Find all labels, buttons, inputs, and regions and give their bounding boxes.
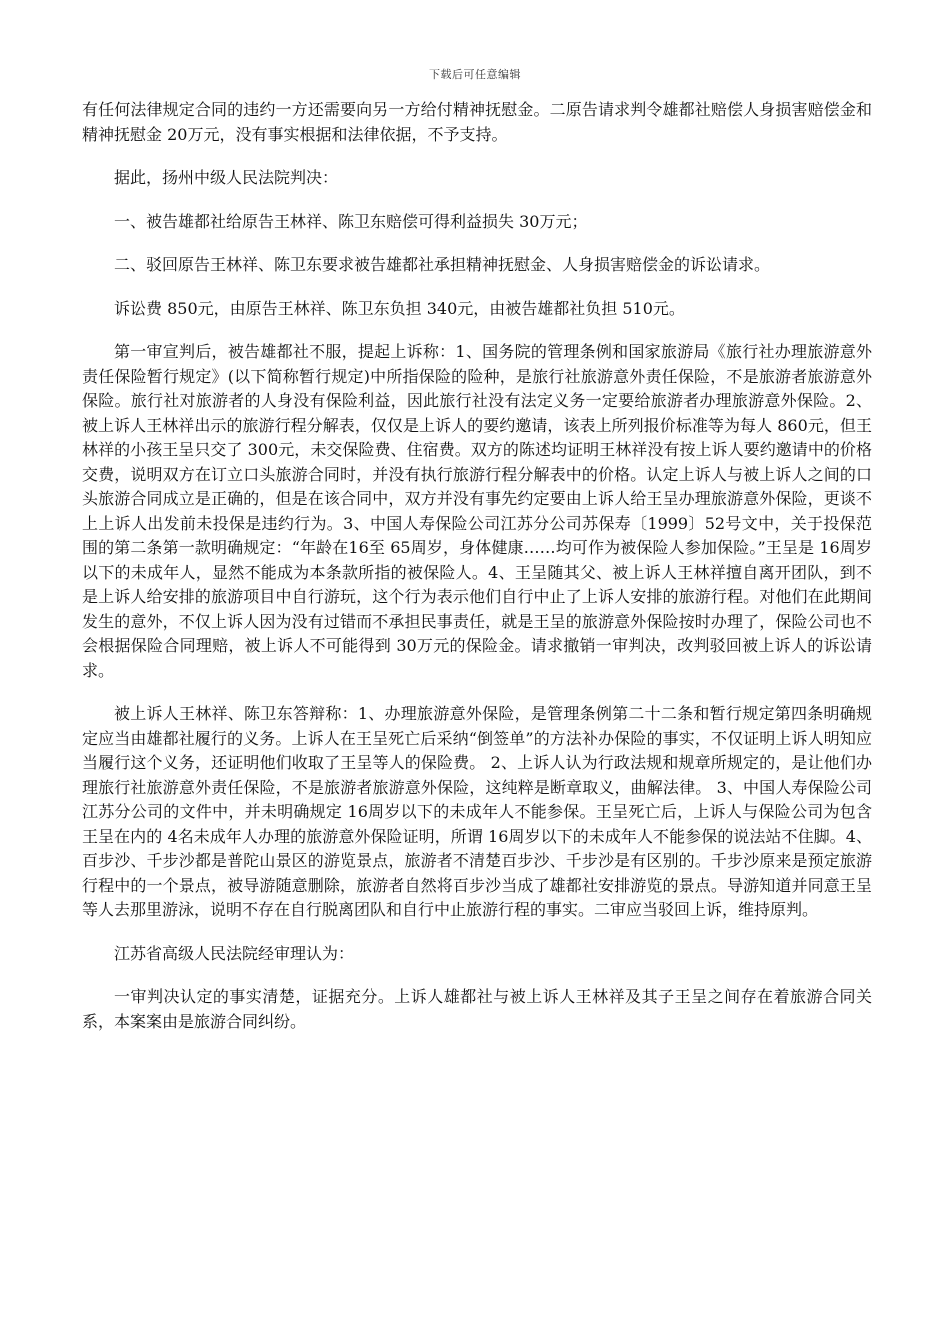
paragraph-continuation: 有任何法律规定合同的违约一方还需要向另一方给付精神抚慰金。二原告请求判令雄都社赔偿人身损害赔偿金和精神抚慰金 20万元，没有事实根据和法律依据，不予支持。 — [82, 100, 872, 144]
paragraph-defense: 被上诉人王林祥、陈卫东答辩称：1、办理旅游意外保险，是管理条例第二十二条和暂行规定第四条明确规定应当由雄都社履行的义务。上诉人在王呈死亡后采纳“倒签单”的方法补办保险的事实，不仅证明上诉人明知应当履行这个义务，还证明他们收取了王呈等人的保险费。 2、上诉人认为行政法规和规章所规定的，是让他们办理旅行社旅游意外责任保险，不是旅游者旅游意外保险，这纯粹是断章取义，曲解法律。 3、中国人寿保险公司江苏分公司的文件中，并未明确规定 16周岁以下的未成年人不能参保。王呈死亡后，上诉人与保险公司为包含王呈在内的 4名未成年人办理的旅游意外保险证明，所谓 16周岁以下的未成年人不能参保的说法站不住脚。4、百步沙、千步沙都是普陀山景区的游览景点，旅游者不清楚百步沙、千步沙是有区别的。千步沙原来是预定旅游行程中的一个景点，被导游随意删除，旅游者自然将百步沙当成了雄都社安排游览的景点。导游知道并同意王呈等人去那里游泳，说明不存在自行脱离团队和自行中止旅游行程的事实。二审应当驳回上诉，维持原判。 — [82, 704, 872, 919]
paragraph-judgment-item-1: 一、被告雄都社给原告王林祥、陈卫东赔偿可得利益损失 30万元； — [114, 211, 588, 231]
paragraph-high-court-finding: 一审判决认定的事实清楚，证据充分。上诉人雄都社与被上诉人王林祥及其子王呈之间存在着旅游合同关系，本案案由是旅游合同纠纷。 — [82, 987, 872, 1031]
paragraph-high-court-intro: 江苏省高级人民法院经审理认为： — [114, 943, 355, 963]
page-header: 下载后可任意编辑 — [429, 68, 521, 81]
paragraph-litigation-fee: 诉讼费 850元，由原告王林祥、陈卫东负担 340元，由被告雄都社负担 510元。 — [114, 298, 685, 318]
paragraph-judgment-intro: 据此，扬州中级人民法院判决： — [114, 168, 339, 187]
document-body — [82, 98, 872, 1053]
paragraph-judgment-item-2: 二、驳回原告王林祥、陈卫东要求被告雄都社承担精神抚慰金、人身损害赔偿金的诉讼请求。 — [114, 255, 771, 274]
paragraph-appeal: 第一审宣判后，被告雄都社不服，提起上诉称：1、国务院的管理条例和国家旅游局《旅行社办理旅游意外责任保险暂行规定》(以下简称暂行规定)中所指保险的险种，是旅行社旅游意外责任保险，不是旅游者旅游意外保险。旅行社对旅游者的人身没有保险利益，因此旅行社没有法定义务一定要给旅游者办理旅游意外保险。2、被上诉人王林祥出示的旅游行程分解表，仅仅是上诉人的要约邀请，该表上所列报价标准等为每人 860元，但王林祥的小孩王呈只交了 300元，未交保险费、住宿费。双方的陈述均证明王林祥没有按上诉人要约邀请中的价格交费，说明双方在订立口头旅游合同时，并没有执行旅游行程分解表中的价格。认定上诉人与被上诉人之间的口头旅游合同成立是正确的，但是在该合同中，双方并没有事先约定要由上诉人给王呈办理旅游意外保险，更谈不上上诉人出发前未投保是违约行为。3、中国人寿保险公司江苏分公司苏保寿〔1999〕52号文中，关于投保范围的第二条第一款明确规定：“年龄在16至 65周岁，身体健康……均可作为被保险人参加保险。”王呈是 16周岁以下的未成年人，显然不能成为本条款所指的被保险人。4、王呈随其父、被上诉人王林祥擅自离开团队，到不是上诉人给安排的旅游项目中自行游玩，这个行为表示他们自行中止了上诉人安排的旅游行程。对他们在此期间发生的意外，不仅上诉人因为没有过错而不承担民事责任，就是王呈的旅游意外保险按时办理了，保险公司也不会根据保险合同理赔，被上诉人不可能得到 30万元的保险金。请求撤销一审判决，改判驳回被上诉人的诉讼请求。 — [82, 342, 872, 680]
